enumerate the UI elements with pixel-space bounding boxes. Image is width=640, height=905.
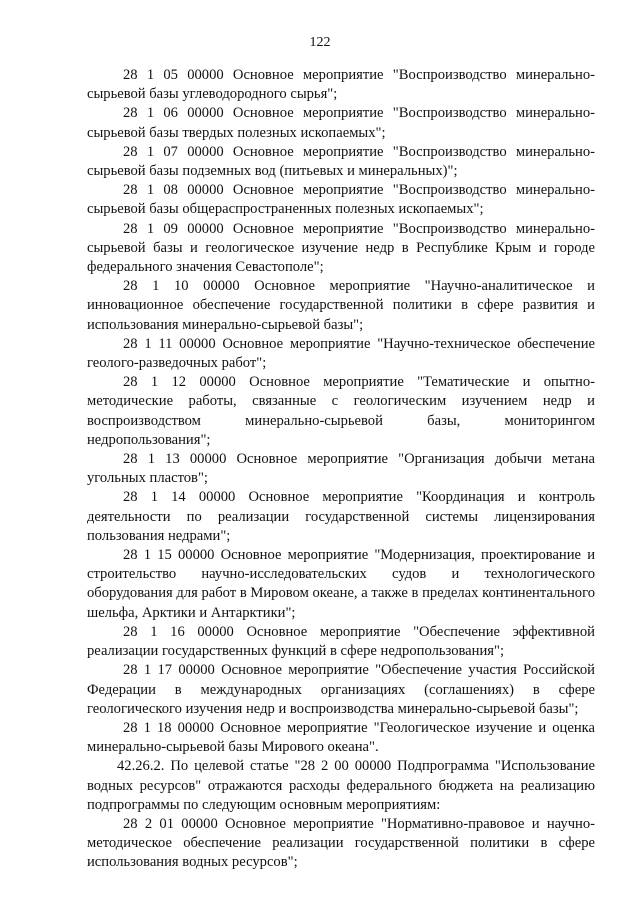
paragraph-28-1-16: 28 1 16 00000 Основное мероприятие "Обеспечение эффективной реализации государственных функций в сфере недропользования";	[87, 623, 595, 660]
paragraph-28-1-14: 28 1 14 00000 Основное мероприятие "Координация и контроль деятельности по реализации государственной системы лицензирования пользования недрами";	[87, 489, 595, 544]
paragraph-28-1-12: 28 1 12 00000 Основное мероприятие "Тематические и опытно-методические работы, связанные с геологическим изучением недр и воспроизводством минерально-сырьевой базы, мониторингом недропользования";	[87, 374, 595, 448]
paragraph-28-1-05: 28 1 05 00000 Основное мероприятие "Воспроизводство минерально-сырьевой базы углеводородного сырья";	[87, 67, 595, 103]
page-number: 122	[309, 35, 331, 50]
paragraph-28-1-10: 28 1 10 00000 Основное мероприятие "Научно-аналитическое и инновационное обеспечение государственной политики в сфере развития и использования минерально-сырьевой базы";	[87, 278, 595, 333]
paragraph-28-1-13: 28 1 13 00000 Основное мероприятие "Организация добычи метана угольных пластов";	[87, 451, 595, 487]
paragraph-28-1-15: 28 1 15 00000 Основное мероприятие "Модернизация, проектирование и строительство научно-исследовательских судов и технологического оборудования для работ в Мировом океане, а также в пределах континентального шельфа, Арктики и Антарктики";	[87, 547, 595, 621]
paragraph-28-1-06: 28 1 06 00000 Основное мероприятие "Воспроизводство минерально-сырьевой базы твердых полезных ископаемых";	[87, 105, 595, 141]
paragraph-28-1-11: 28 1 11 00000 Основное мероприятие "Научно-техническое обеспечение геолого-разведочных работ";	[87, 335, 595, 372]
paragraph-28-1-08: 28 1 08 00000 Основное мероприятие "Воспроизводство минерально-сырьевой базы общераспространенных полезных ископаемых";	[87, 182, 595, 218]
paragraph-28-1-09: 28 1 09 00000 Основное мероприятие "Воспроизводство минерально-сырьевой базы и геологическое изучение недр в Республике Крым и городе федерального значения Севастополе";	[87, 220, 595, 276]
section-42-26-2: 42.26.2. По целевой статье "28 2 00 00000 Подпрограмма "Использование водных ресурсов" отражаются расходы федерального бюджета на реализацию подпрограммы по следующим основным мероприятиям:	[87, 758, 595, 813]
document-body	[87, 66, 595, 873]
paragraph-28-1-07: 28 1 07 00000 Основное мероприятие "Воспроизводство минерально-сырьевой базы подземных вод (питьевых и минеральных)";	[87, 143, 595, 180]
paragraph-28-1-18: 28 1 18 00000 Основное мероприятие "Геологическое изучение и оценка минерально-сырьевой базы Мирового океана".	[87, 719, 595, 756]
paragraph-28-1-17: 28 1 17 00000 Основное мероприятие "Обеспечение участия Российской Федерации в международных организациях (соглашениях) в сфере геологического изучения недр и воспроизводства минерально-сырьевой базы";	[87, 662, 595, 717]
paragraph-28-2-01: 28 2 01 00000 Основное мероприятие "Нормативно-правовое и научно-методическое обеспечение реализации государственной политики в сфере использования водных ресурсов";	[87, 815, 595, 871]
